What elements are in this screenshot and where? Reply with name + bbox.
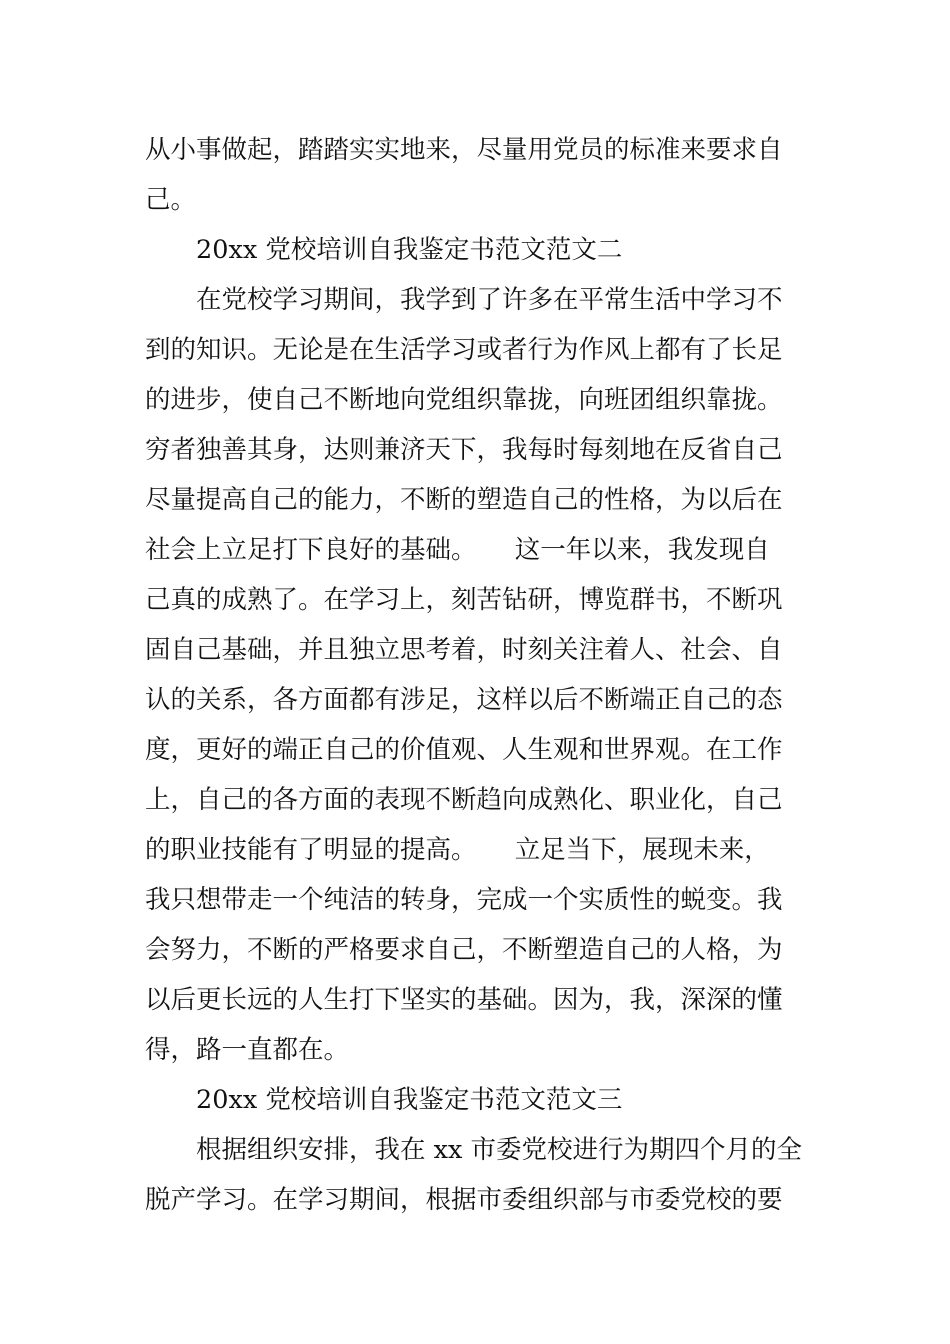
paragraph-first-line: 在党校学习期间，我学到了许多在平常生活中学习不 [196, 285, 783, 315]
text-line: 度，更好的端正自己的价值观、人生观和世界观。在工作 [145, 735, 783, 765]
text-line: 认的关系，各方面都有涉足，这样以后不断端正自己的态 [145, 685, 783, 715]
paragraph-first-line: 根据组织安排，我在 xx 市委党校进行为期四个月的全 [196, 1135, 802, 1165]
text-line: 以后更长远的人生打下坚实的基础。因为，我，深深的懂 [145, 985, 783, 1015]
text-line: 的职业技能有了明显的提高。 立足当下，展现未来， [145, 835, 770, 865]
text-line: 脱产学习。在学习期间，根据市委组织部与市委党校的要 [145, 1185, 783, 1215]
text-line: 上，自己的各方面的表现不断趋向成熟化、职业化，自己 [145, 785, 783, 815]
section-heading: 20xx 党校培训自我鉴定书范文范文三 [196, 1085, 623, 1115]
section-heading: 20xx 党校培训自我鉴定书范文范文二 [196, 235, 623, 265]
text-line: 从小事做起，踏踏实实地来，尽量用党员的标准来要求自 [145, 135, 783, 165]
text-line: 社会上立足打下良好的基础。 这一年以来，我发现自 [145, 535, 770, 565]
text-line: 会努力，不断的严格要求自己，不断塑造自己的人格，为 [145, 935, 783, 965]
text-line: 到的知识。无论是在生活学习或者行为作风上都有了长足 [145, 335, 783, 365]
text-line: 我只想带走一个纯洁的转身，完成一个实质性的蜕变。我 [145, 885, 783, 915]
text-line: 固自己基础，并且独立思考着，时刻关注着人、社会、自 [145, 635, 783, 665]
text-line: 的进步，使自己不断地向党组织靠拢，向班团组织靠拢。 [145, 385, 783, 415]
text-line: 穷者独善其身，达则兼济天下，我每时每刻地在反省自己 [145, 435, 783, 465]
text-line: 得，路一直都在。 [145, 1035, 350, 1065]
text-line: 己。 [145, 185, 197, 215]
text-line: 尽量提高自己的能力，不断的塑造自己的性格，为以后在 [145, 485, 783, 515]
text-line: 己真的成熟了。在学习上，刻苦钻研，博览群书，不断巩 [145, 585, 783, 615]
